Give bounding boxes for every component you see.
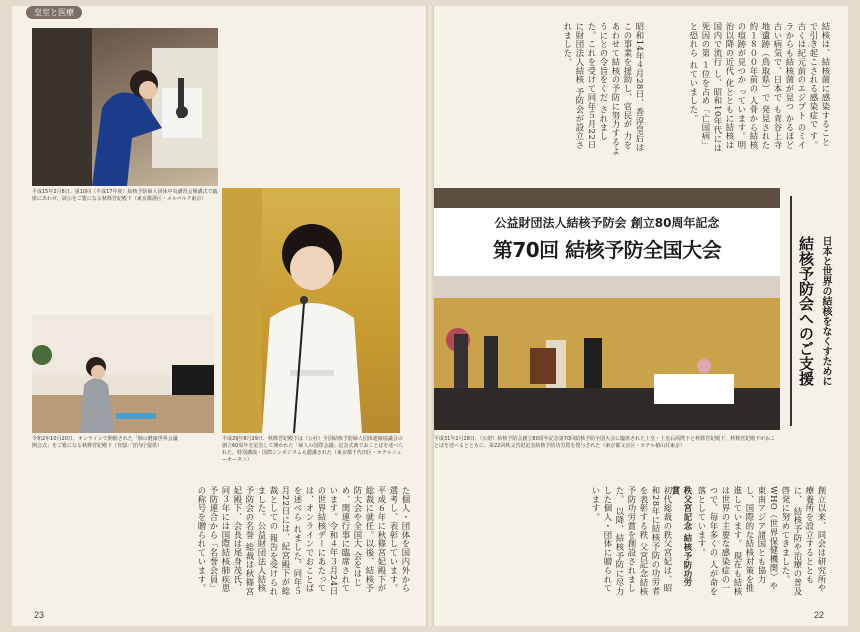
body-right-bottom [697,486,828,596]
banner-main: 第70回 結核予防全国大会 [492,238,722,262]
body-line: 力をあわせて結核の予防に努力するようにとの令旨をくだ [599,22,633,156]
photo-online-meeting [32,315,214,433]
body-line: っています。明治以降の近代 [725,22,747,150]
body-line: 人が命を落としています。 [697,486,719,596]
caption-conference: 平成31年2月28日、（公財）結核予防会創立80周年記念第70回結核予防全国大会に臨席された上皇・上皇后両陛下と秋篠宮妃殿下。秋篠宮妃殿下がおことばを述べるとともに、第22回秩父宮妃記念結核予防功労賞を授与された（東京都文京区・ホテル椿山荘東京） [434,436,776,449]
body-line: 以降、結核予防に尽力した個人・団体に贈られています。 [591,486,625,596]
body-line: 結核は、結核菌に感染すること [821,22,831,147]
photo-speech [222,188,400,433]
body-line: 初代総裁の秩父宮妃は、昭和28年に結核予防の功労者を表彰する秩 [639,486,673,596]
body-line: 予防連合から「名誉会員」の称号を贈られています。 [197,486,219,593]
body-line: 予防会が設立されました。 [563,22,585,150]
body-line: し、昭和10年代には死因の第 [701,22,723,153]
body-line: １位を占め「亡国病」と恐れら [689,22,711,150]
body-line: 昭和14年４月28日、香淳皇后はこの事業を援助し、官民が [623,22,645,152]
body-line: 結核予防や治療の普及啓発に努めてきました。WHO（世界保健機関）や [769,486,803,596]
award-heading: 秩父宮記念 結核予防功労賞 [671,486,693,588]
caption-online-meeting: 令和2年10月20日、オンラインで開催された「肺の健康世界会議開会式」をご覧になる秋篠宮妃殿下（宮邸／宮内庁提供） [32,436,178,449]
body-line: 発見された約１８００年前の [749,22,771,150]
body-line: 現在も結核は世界の主要な感染症の一つで、毎年多くの [709,486,743,596]
body-right-top [656,22,832,158]
page-gutter [426,6,434,626]
body-line: 父宮記念結核予防功労賞を創設されました。 [615,486,649,596]
caption-microscope: 平成15年2月8日、第10回（平成17年度）結核予防婦人団体中央講習会開講式で臨席にあわせ、展示をご覧になる秋篠宮妃殿下（東京都港区・メルパルク東京） [32,189,218,202]
body-line: の世界結核デーにあたっては、オンラインでおことばを述べら [293,486,327,593]
body-line: 人骨から結核の痕跡が見つか [737,22,759,150]
body-line: されました。これを受けて同年５月22日に財団法人結核 [575,22,609,150]
body-line: 創立以来、同会は研究所や療養所を設立するとともに、 [793,486,827,593]
caption-speech: 平成29年8月29日、秋篠宮妃殿下は（公社）全国結核予防婦人団体連絡協議会の創立60周年を記念して開かれた「婦人の国際会議」記念式典でおことばを述べられた。特別講演・国際シンポジウムも聴講された（東京都千代田区・ホテルニューオータニ） [222,436,404,463]
body-line: で引き起こされる感染症で [809,22,819,129]
headline-main: 結核予防会へのご支援 [797,236,815,386]
body-line: 報告を受けられました。公益財団法人結核予防会の名誉 [245,486,279,596]
body-line: れていました。 [689,60,699,123]
photo-microscope [32,28,218,186]
photo-conference [434,188,780,430]
body-line: 総裁は秋篠宮妃殿下、会長は尾身茂氏、同３年には国際結核肺疾患 [221,486,255,596]
body-line: のミイラからも結核菌が見つ [785,22,807,150]
body-line: れました。同年５月22日には、紀宮殿下が総裁としての [269,486,303,596]
body-line: 東南アジア諸国とも協力し、国際的な結核対策を推進しています。 [733,486,767,593]
body-award [532,486,674,596]
headline-rule [790,196,792,426]
body-line: かるほど古い病気で、日本で [773,22,795,150]
body-left-bottom [116,486,412,596]
body-line: 化とともに結核は国内で流行 [713,22,735,150]
banner-top: 公益財団法人結核予防会 創立80周年記念 [494,216,720,230]
body-right-mid [446,22,646,158]
headline-sub: 日本と世界の結核をなくすために [820,236,831,386]
body-line: た個人・団体を国内外から選考し、表彰しています。 [389,486,411,593]
body-line: も青谷上寺地遺跡（鳥取県）で [761,22,783,150]
page-number-right: 22 [814,610,825,620]
page-number-left: 23 [34,610,45,620]
body-line: す。古くは紀元前のエジプト [797,22,819,150]
section-tab: 皇室と医療 [26,6,82,19]
body-line: 会をはじめ、関連行事に臨席されています。令和４年３月24日 [329,486,363,596]
body-line: 平成６年に秋篠宮妃殿下が総裁に就任。以後、結核予防大会や全国大 [353,486,387,593]
